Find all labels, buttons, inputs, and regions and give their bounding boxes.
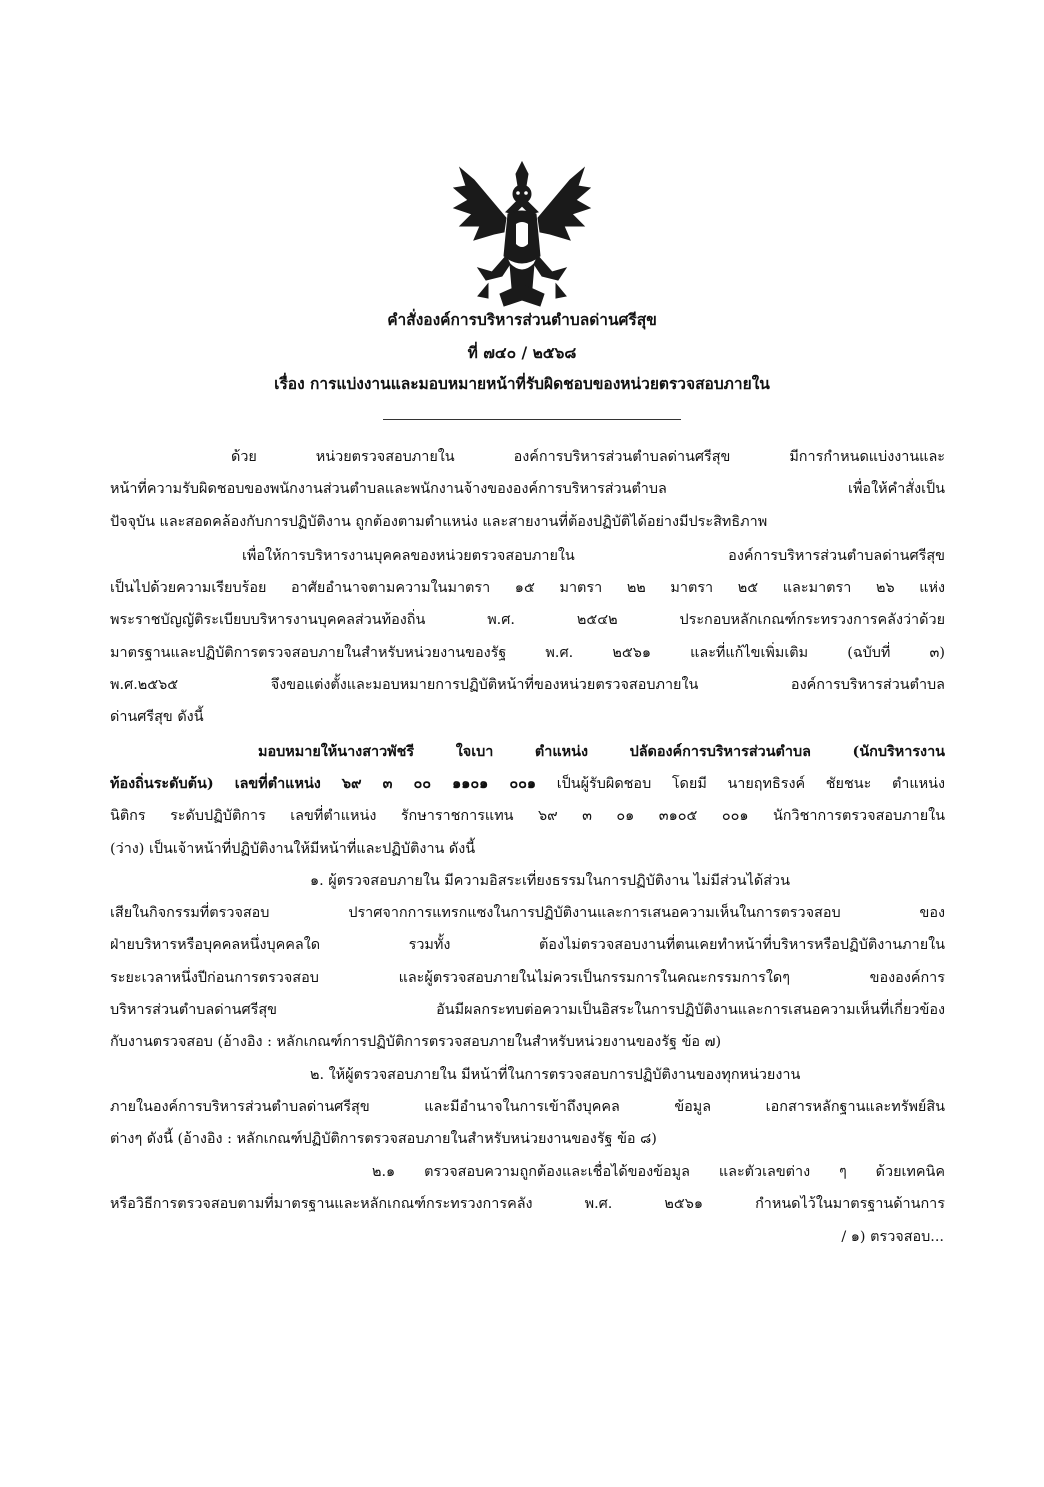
paragraph-item-2-1	[110, 1156, 945, 1221]
text-line: พระราชบัญญัติระเบียบบริหารงานบุคคลส่วนท้องถิ่น พ.ศ. ๒๕๔๒ ประกอบหลักเกณฑ์กระทรวงการคลังว่าด้วย	[110, 612, 945, 629]
text-line: ภายในองค์การบริหารส่วนตำบลด่านศรีสุข และมีอำนาจในการเข้าถึงบุคคล ข้อมูล เอกสารหลักฐานและทรัพย์สิน	[110, 1098, 945, 1115]
text-line: นิติกร ระดับปฏิบัติการ เลขที่ตำแหน่ง รักษาราชการแทน ๖๙ ๓ ๐๑ ๓๑๐๕ ๐๐๑ นักวิชาการตรวจสอบภายใน	[110, 808, 945, 825]
text-line: ระยะเวลาหนึ่งปีก่อนการตรวจสอบ และผู้ตรวจสอบภายในไม่ควรเป็นกรรมการในคณะกรรมการใดๆ ขององค์การ	[110, 969, 945, 986]
text-line: กับงานตรวจสอบ (อ้างอิง : หลักเกณฑ์การปฏิบัติการตรวจสอบภายในสำหรับหน่วยงานของรัฐ ข้อ ๗)	[110, 1034, 722, 1051]
assignment-line-tail: เป็นผู้รับผิดชอบ โดยมี นายฤทธิรงค์ ชัยชนะ ตำแหน่ง	[536, 775, 945, 792]
order-number: ที่ ๗๔๐ / ๒๕๖๘	[467, 343, 577, 362]
paragraph-preamble	[110, 441, 945, 538]
paragraph-authority	[110, 540, 945, 734]
page-continuation: / ๑) ตรวจสอบ...	[841, 1229, 944, 1245]
text-line: ฝ่ายบริหารหรือบุคคลหนึ่งบุคคลใด รวมทั้ง ต้องไม่ตรวจสอบงานที่ตนเคยทำหน้าที่บริหารหรือปฏิบัติงานภายใน	[110, 937, 945, 954]
text-line: ปัจจุบัน และสอดคล้องกับการปฏิบัติงาน ถูกต้องตามตำแหน่ง และสายงานที่ต้องปฏิบัติได้อย่างมีประสิทธิภาพ	[110, 513, 768, 530]
garuda-emblem-icon	[448, 160, 596, 310]
text-line: มาตรฐานและปฏิบัติการตรวจสอบภายในสำหรับหน่วยงานของรัฐ พ.ศ. ๒๕๖๑ และที่แก้ไขเพิ่มเติม (ฉบับที่ ๓)	[110, 644, 945, 661]
paragraph-item-2	[110, 1059, 945, 1156]
paragraph-assignment	[110, 736, 945, 865]
order-title: คำสั่งองค์การบริหารส่วนตำบลด่านศรีสุข	[387, 310, 657, 329]
order-subject: เรื่อง การแบ่งงานและมอบหมายหน้าที่รับผิดชอบของหน่วยตรวจสอบภายใน	[274, 374, 770, 393]
header-divider	[383, 419, 681, 420]
text-line: ด้วย หน่วยตรวจสอบภายใน องค์การบริหารส่วนตำบลด่านศรีสุข มีการกำหนดแบ่งงานและ	[231, 449, 945, 465]
text-line: พ.ศ.๒๕๖๕ จึงขอแต่งตั้งและมอบหมายการปฏิบัติหน้าที่ของหน่วยตรวจสอบภายใน องค์การบริหารส่วนตำบล	[110, 677, 945, 694]
text-line: เสียในกิจกรรมที่ตรวจสอบ ปราศจากการแทรกแซงในการปฏิบัติงานและการเสนอความเห็นในการตรวจสอบ ของ	[110, 905, 945, 922]
text-line	[110, 768, 945, 800]
document-body	[110, 441, 945, 1220]
text-line: ๑. ผู้ตรวจสอบภายใน มีความอิสระเที่ยงธรรมในการปฏิบัติงาน ไม่มีส่วนได้ส่วน	[310, 872, 790, 889]
text-line: ๒. ให้ผู้ตรวจสอบภายใน มีหน้าที่ในการตรวจสอบการปฏิบัติงานของทุกหน่วยงาน	[310, 1066, 801, 1083]
text-line: ๒.๑ ตรวจสอบความถูกต้องและเชื่อได้ของข้อมูล และตัวเลขต่าง ๆ ด้วยเทคนิค	[372, 1163, 945, 1180]
text-line: หรือวิธีการตรวจสอบตามที่มาตรฐานและหลักเกณฑ์กระทรวงการคลัง พ.ศ. ๒๕๖๑ กำหนดไว้ในมาตรฐานด้านการ	[110, 1195, 945, 1212]
text-line: หน้าที่ความรับผิดชอบของพนักงานส่วนตำบลและพนักงานจ้างขององค์การบริหารส่วนตำบล เพื่อให้คำสั่งเป็น	[110, 481, 945, 498]
text-line: ต่างๆ ดังนี้ (อ้างอิง : หลักเกณฑ์ปฏิบัติการตรวจสอบภายในสำหรับหน่วยงานของรัฐ ข้อ ๘)	[110, 1131, 657, 1148]
text-line: เพื่อให้การบริหารงานบุคคลของหน่วยตรวจสอบภายใน องค์การบริหารส่วนตำบลด่านศรีสุข	[242, 547, 945, 564]
paragraph-item-1	[110, 865, 945, 1059]
assignment-position-number: ท้องถิ่นระดับต้น) เลขที่ตำแหน่ง ๖๙ ๓ ๐๐ ๑๑๐๑ ๐๐๑	[110, 774, 537, 792]
text-line: มอบหมายให้นางสาวพัชรี ใจเบา ตำแหน่ง ปลัดองค์การบริหารส่วนตำบล (นักบริหารงาน	[258, 742, 945, 760]
text-line: เป็นไปด้วยความเรียบร้อย อาศัยอำนาจตามความในมาตรา ๑๕ มาตรา ๒๒ มาตรา ๒๕ และมาตรา ๒๖ แห่ง	[110, 580, 945, 597]
text-line: (ว่าง) เป็นเจ้าหน้าที่ปฏิบัติงานให้มีหน้าที่และปฏิบัติงาน ดังนี้	[110, 840, 476, 857]
text-line: บริหารส่วนตำบลด่านศรีสุข อันมีผลกระทบต่อความเป็นอิสระในการปฏิบัติงานและการเสนอความเห็นที่เกี่ยวข้อง	[110, 1002, 945, 1019]
text-line: ด่านศรีสุข ดังนี้	[110, 709, 204, 726]
